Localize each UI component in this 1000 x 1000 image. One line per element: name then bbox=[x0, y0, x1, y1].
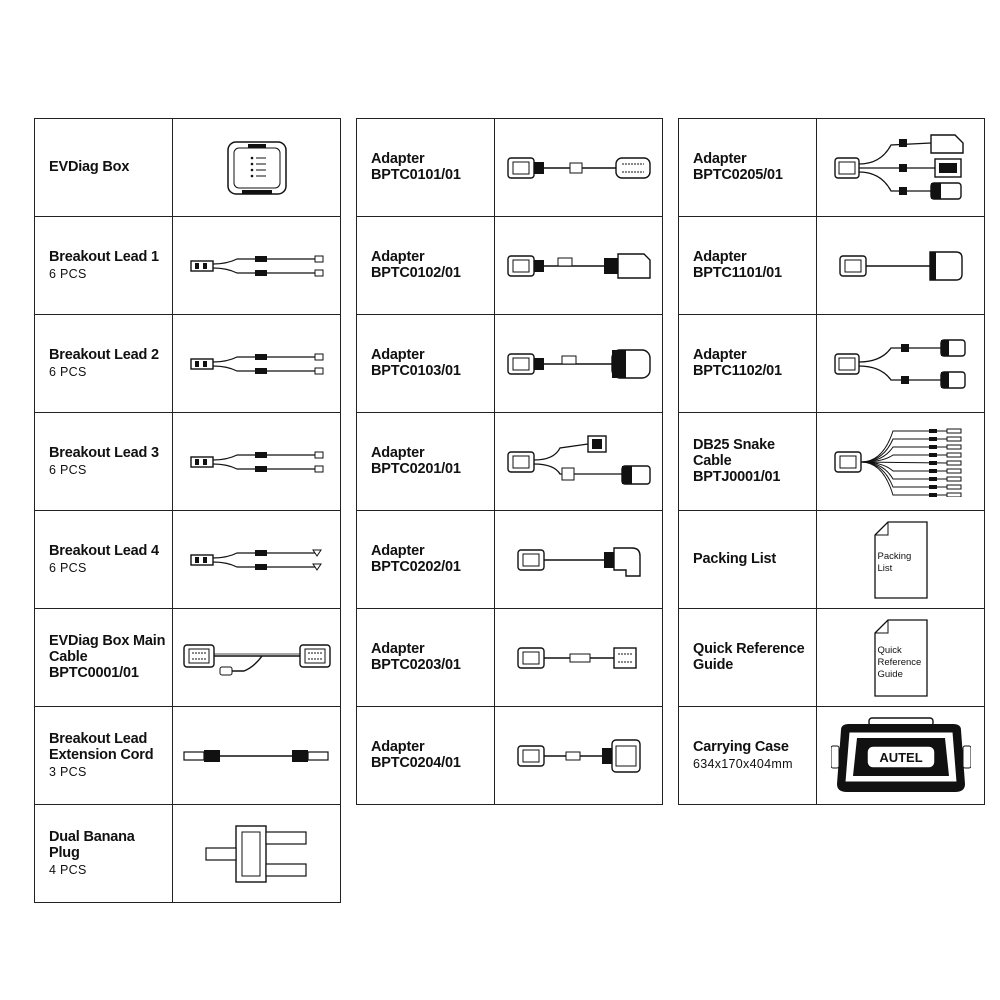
item-bptc0201 bbox=[357, 413, 662, 511]
breakout-lead-icon bbox=[173, 217, 340, 314]
item-name: Adapter BPTC0204/01 bbox=[371, 738, 461, 771]
item-label bbox=[357, 119, 495, 216]
adapter-cable-icon bbox=[495, 707, 662, 804]
item-label bbox=[679, 609, 817, 706]
triple-split-adapter-icon bbox=[817, 119, 984, 216]
item-name: Carrying Case bbox=[693, 739, 789, 755]
item-evdiag-box bbox=[35, 119, 340, 217]
carrying-case-icon bbox=[817, 707, 984, 804]
item-sub: 6 PCS bbox=[49, 365, 87, 379]
item-label bbox=[35, 707, 173, 804]
item-sub: 6 PCS bbox=[49, 267, 87, 281]
document-text: Quick Reference Guide bbox=[877, 644, 922, 680]
breakout-lead-icon bbox=[173, 315, 340, 412]
item-name: Breakout Lead 2 bbox=[49, 347, 159, 363]
item-bptc0102 bbox=[357, 217, 662, 315]
item-label bbox=[357, 707, 495, 804]
banana-plug-icon bbox=[173, 805, 340, 902]
item-name: EVDiag Box Main Cable BPTC0001/01 bbox=[49, 632, 166, 681]
item-name: Adapter BPTC0103/01 bbox=[371, 346, 461, 379]
item-bptc0103 bbox=[357, 315, 662, 413]
split-adapter-icon bbox=[817, 315, 984, 412]
extension-cord-icon bbox=[173, 707, 340, 804]
item-sub: 4 PCS bbox=[49, 863, 87, 877]
item-label bbox=[357, 511, 495, 608]
case-logo-text: AUTEL bbox=[878, 749, 923, 765]
item-label bbox=[35, 119, 173, 216]
item-name: Adapter BPTC0202/01 bbox=[371, 542, 461, 575]
item-breakout-lead-3 bbox=[35, 413, 340, 511]
item-name: Breakout Lead 3 bbox=[49, 445, 159, 461]
item-name: EVDiag Box bbox=[49, 158, 130, 175]
item-sub: 6 PCS bbox=[49, 463, 87, 477]
item-bptc1102 bbox=[679, 315, 984, 413]
item-breakout-extension bbox=[35, 707, 340, 805]
item-packing-list bbox=[679, 511, 984, 609]
column-2 bbox=[356, 118, 663, 805]
item-name: Adapter BPTC1101/01 bbox=[693, 248, 782, 281]
item-bptc0205 bbox=[679, 119, 984, 217]
snake-cable-icon bbox=[817, 413, 984, 510]
item-label bbox=[679, 707, 817, 804]
breakout-lead-icon bbox=[173, 413, 340, 510]
item-label bbox=[35, 315, 173, 412]
column-3 bbox=[678, 118, 985, 805]
item-name: Adapter BPTC0203/01 bbox=[371, 640, 461, 673]
column-1 bbox=[34, 118, 341, 903]
item-name: Quick Reference Guide bbox=[693, 640, 805, 673]
item-name: Packing List bbox=[693, 550, 777, 567]
item-label bbox=[679, 217, 817, 314]
document-icon bbox=[817, 609, 984, 706]
item-name: Breakout Lead Extension Cord bbox=[49, 731, 154, 763]
item-bptc0202 bbox=[357, 511, 662, 609]
evdiag-box-icon bbox=[173, 119, 340, 216]
item-name: Adapter BPTC0102/01 bbox=[371, 248, 461, 281]
item-breakout-lead-4 bbox=[35, 511, 340, 609]
item-dual-banana-plug bbox=[35, 805, 340, 903]
adapter-cable-icon bbox=[495, 511, 662, 608]
document-icon bbox=[817, 511, 984, 608]
item-label bbox=[679, 119, 817, 216]
item-bptc0101 bbox=[357, 119, 662, 217]
item-label bbox=[679, 511, 817, 608]
item-label bbox=[357, 413, 495, 510]
item-bptc0203 bbox=[357, 609, 662, 707]
item-evdiag-main-cable bbox=[35, 609, 340, 707]
adapter-cable-icon bbox=[495, 217, 662, 314]
item-bptc0204 bbox=[357, 707, 662, 805]
item-name: Adapter BPTC0201/01 bbox=[371, 444, 461, 477]
adapter-cable-icon bbox=[495, 609, 662, 706]
item-name: Breakout Lead 4 bbox=[49, 543, 159, 559]
item-label bbox=[679, 413, 817, 510]
breakout-lead-icon bbox=[173, 511, 340, 608]
item-label bbox=[35, 805, 173, 902]
item-bptj0001 bbox=[679, 413, 984, 511]
split-adapter-icon bbox=[495, 413, 662, 510]
item-bptc1101 bbox=[679, 217, 984, 315]
item-quick-reference bbox=[679, 609, 984, 707]
item-name: DB25 Snake Cable BPTJ0001/01 bbox=[693, 436, 781, 485]
item-sub: 6 PCS bbox=[49, 561, 87, 575]
item-breakout-lead-2 bbox=[35, 315, 340, 413]
item-label bbox=[35, 217, 173, 314]
item-name: Dual Banana Plug bbox=[49, 829, 135, 861]
item-label bbox=[35, 413, 173, 510]
db25-main-cable-icon bbox=[173, 609, 340, 706]
item-sub: 634x170x404mm bbox=[693, 757, 793, 771]
document-text: Packing List bbox=[877, 550, 912, 574]
item-label bbox=[35, 511, 173, 608]
item-name: Adapter BPTC0101/01 bbox=[371, 150, 461, 183]
item-sub: 3 PCS bbox=[49, 765, 87, 779]
adapter-cable-icon bbox=[495, 119, 662, 216]
item-label bbox=[357, 217, 495, 314]
item-label bbox=[357, 609, 495, 706]
item-label bbox=[357, 315, 495, 412]
adapter-cable-icon bbox=[817, 217, 984, 314]
item-label bbox=[679, 315, 817, 412]
item-label bbox=[35, 609, 173, 706]
adapter-cable-icon bbox=[495, 315, 662, 412]
item-name: Adapter BPTC0205/01 bbox=[693, 150, 783, 183]
item-carrying-case bbox=[679, 707, 984, 805]
item-name: Adapter BPTC1102/01 bbox=[693, 346, 782, 379]
item-breakout-lead-1 bbox=[35, 217, 340, 315]
item-name: Breakout Lead 1 bbox=[49, 249, 159, 265]
